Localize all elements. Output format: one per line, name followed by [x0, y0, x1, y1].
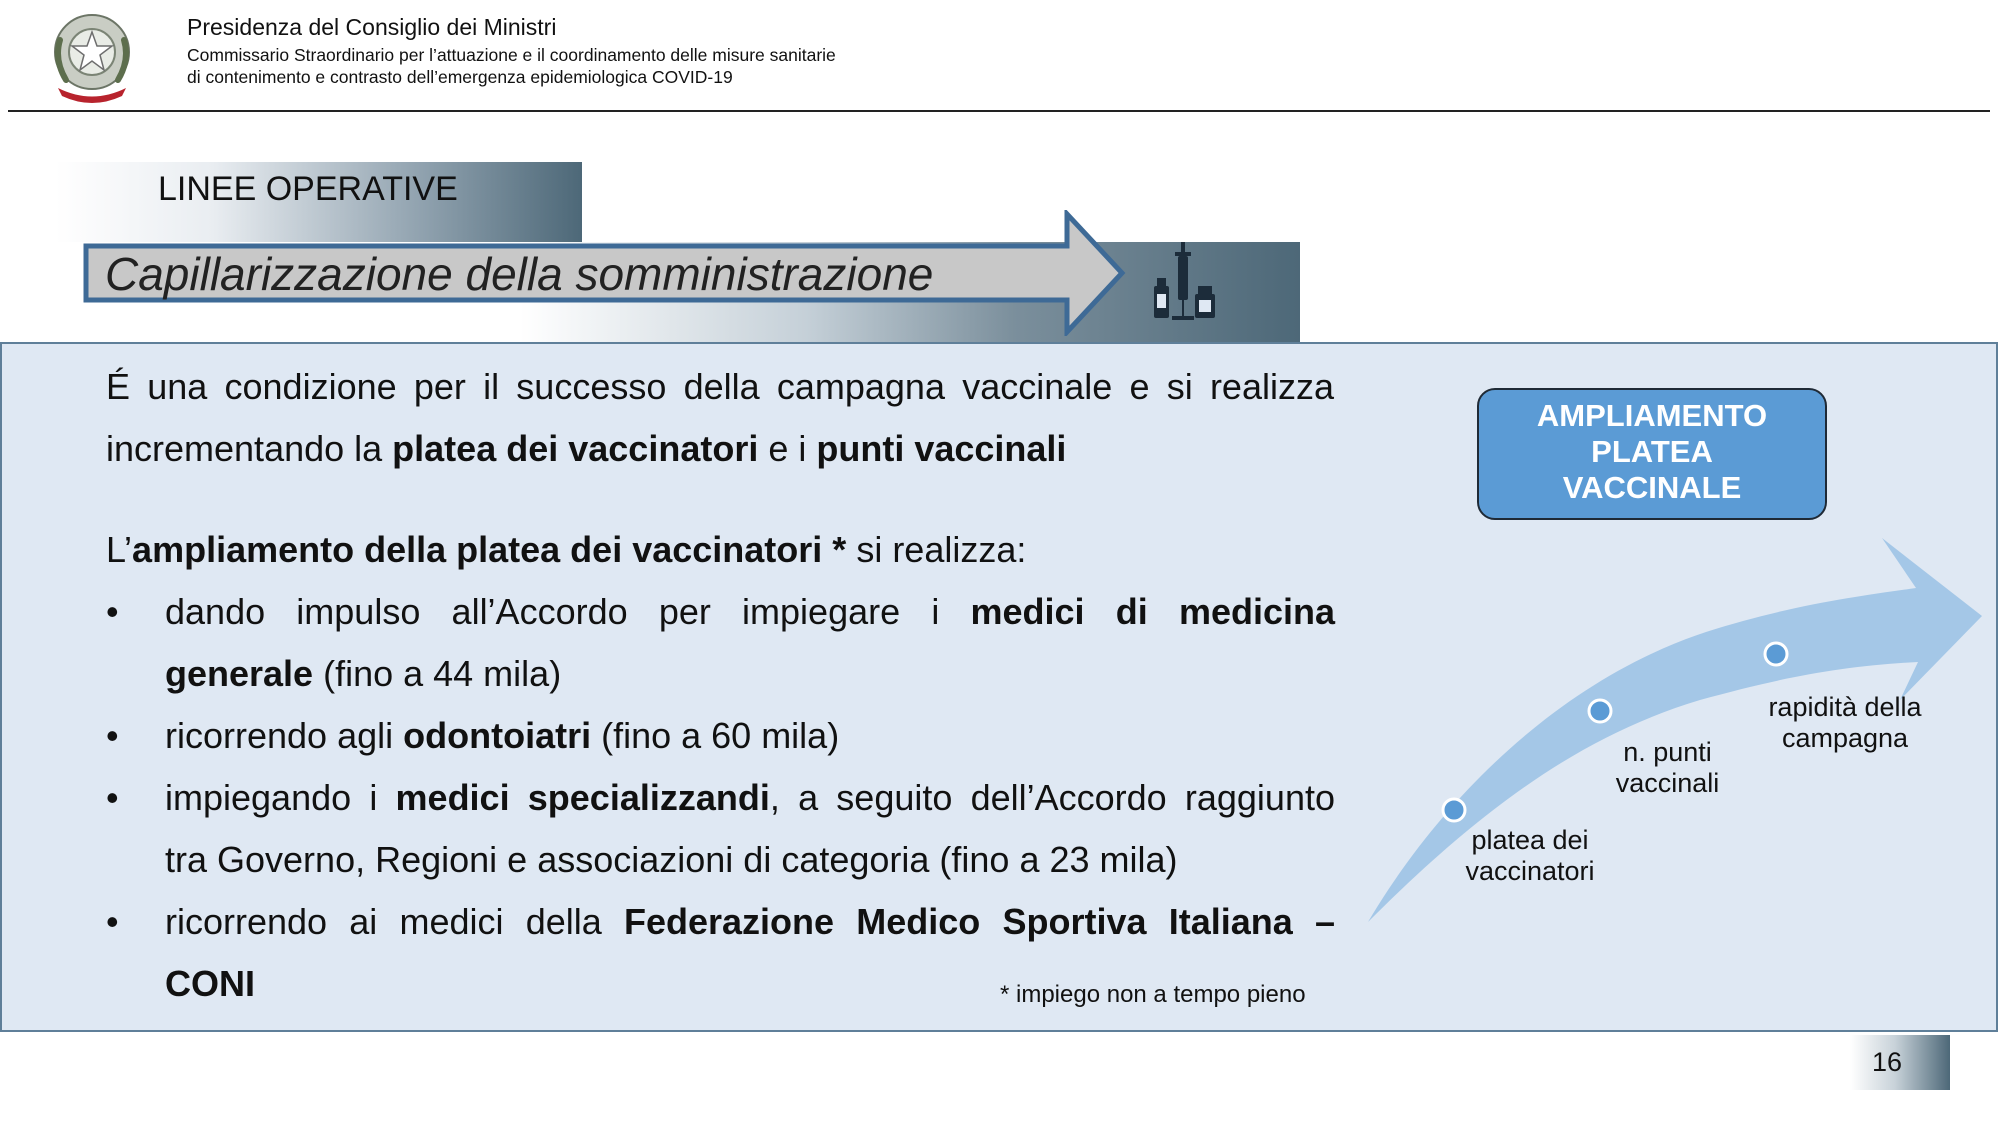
stage-label-platea-line2: vaccinatori [1465, 856, 1595, 886]
bullet-line [165, 891, 1335, 953]
bullet-text: tra Governo, Regioni e associazioni di categoria (fino a 23 mila) [165, 839, 1178, 880]
stage-marker [1765, 643, 1787, 665]
italian-republic-emblem-icon [48, 10, 136, 106]
ampliamento-box-line2: PLATEA [1591, 434, 1713, 469]
intro-bold-punti: punti vaccinali [816, 428, 1067, 469]
bullet-marker: • [106, 715, 119, 756]
bullet-item-odontoiatri [165, 705, 1335, 767]
bullet-bold: odontoiatri [403, 715, 592, 756]
banner-title: Capillarizzazione della somministrazione [105, 248, 934, 300]
lead-pre: L’ [106, 529, 133, 570]
bullet-text: impiegando i [165, 777, 396, 818]
stage-marker [1443, 799, 1465, 821]
bullet-item-mmg [165, 581, 1335, 705]
bullet-text: (fino a 44 mila) [313, 653, 562, 694]
bullet-bold: generale [165, 653, 314, 694]
footnote: * impiego non a tempo pieno [1000, 981, 1306, 1008]
lead-sentence [106, 519, 1334, 581]
bullet-text: dando impulso all’Accordo per impiegare i [165, 591, 971, 632]
bullet-bold: medici specializzandi [395, 777, 770, 818]
stage-label-platea-line1: platea dei [1471, 825, 1589, 855]
bullet-text: ricorrendo ai medici della [165, 901, 624, 942]
bullet-bold: medici di medicina [970, 591, 1335, 632]
page-number: 16 [1872, 1047, 1903, 1077]
vaccine-syringe-vials-icon [1152, 242, 1216, 324]
intro-bold-platea: platea dei vaccinatori [392, 428, 759, 469]
intro-paragraph [106, 356, 1334, 480]
ampliamento-box-line1: AMPLIAMENTO [1536, 398, 1768, 433]
bullet-bold: CONI [165, 963, 255, 1004]
lead-bold: ampliamento della platea dei vaccinatori * [132, 529, 847, 570]
intro-line1: É una condizione per il successo della campagna vaccinale e si realizza [106, 366, 1334, 407]
intro-line2-pre: incrementando la [106, 428, 393, 469]
intro-line2-mid: e i [758, 428, 817, 469]
bullet-marker: • [106, 777, 119, 818]
section-label: LINEE OPERATIVE [158, 170, 458, 208]
header-title: Presidenza del Consiglio dei Ministri [187, 14, 557, 40]
stage-label-rapidita-line1: rapidità della [1768, 692, 1922, 722]
bullet-item-specializzandi [165, 767, 1335, 891]
stage-label-punti-line2: vaccinali [1615, 768, 1720, 798]
bullet-bold: Federazione Medico Sportiva Italiana – [624, 901, 1335, 942]
stage-label-punti-line1: n. punti [1623, 737, 1712, 767]
bullet-text: , a seguito dell’Accordo raggiunto [769, 777, 1335, 818]
stage-marker [1589, 700, 1611, 722]
header-subtitle-line2: di contenimento e contrasto dell’emergenza epidemiologica COVID-19 [187, 67, 733, 87]
bullet-text: ricorrendo agli [165, 715, 404, 756]
bullet-marker: • [106, 901, 119, 942]
bullet-text: (fino a 60 mila) [591, 715, 840, 756]
bullet-marker: • [106, 591, 119, 632]
header-subtitle-line1: Commissario Straordinario per l’attuazione e il coordinamento delle misure sanitarie [187, 45, 836, 65]
bullet-line [165, 767, 1335, 829]
stage-label-rapidita-line2: campagna [1781, 723, 1909, 753]
header-divider [8, 110, 1990, 112]
ampliamento-box-line3: VACCINALE [1562, 470, 1742, 505]
lead-post: si realizza: [846, 529, 1027, 570]
bullet-line [165, 581, 1335, 643]
